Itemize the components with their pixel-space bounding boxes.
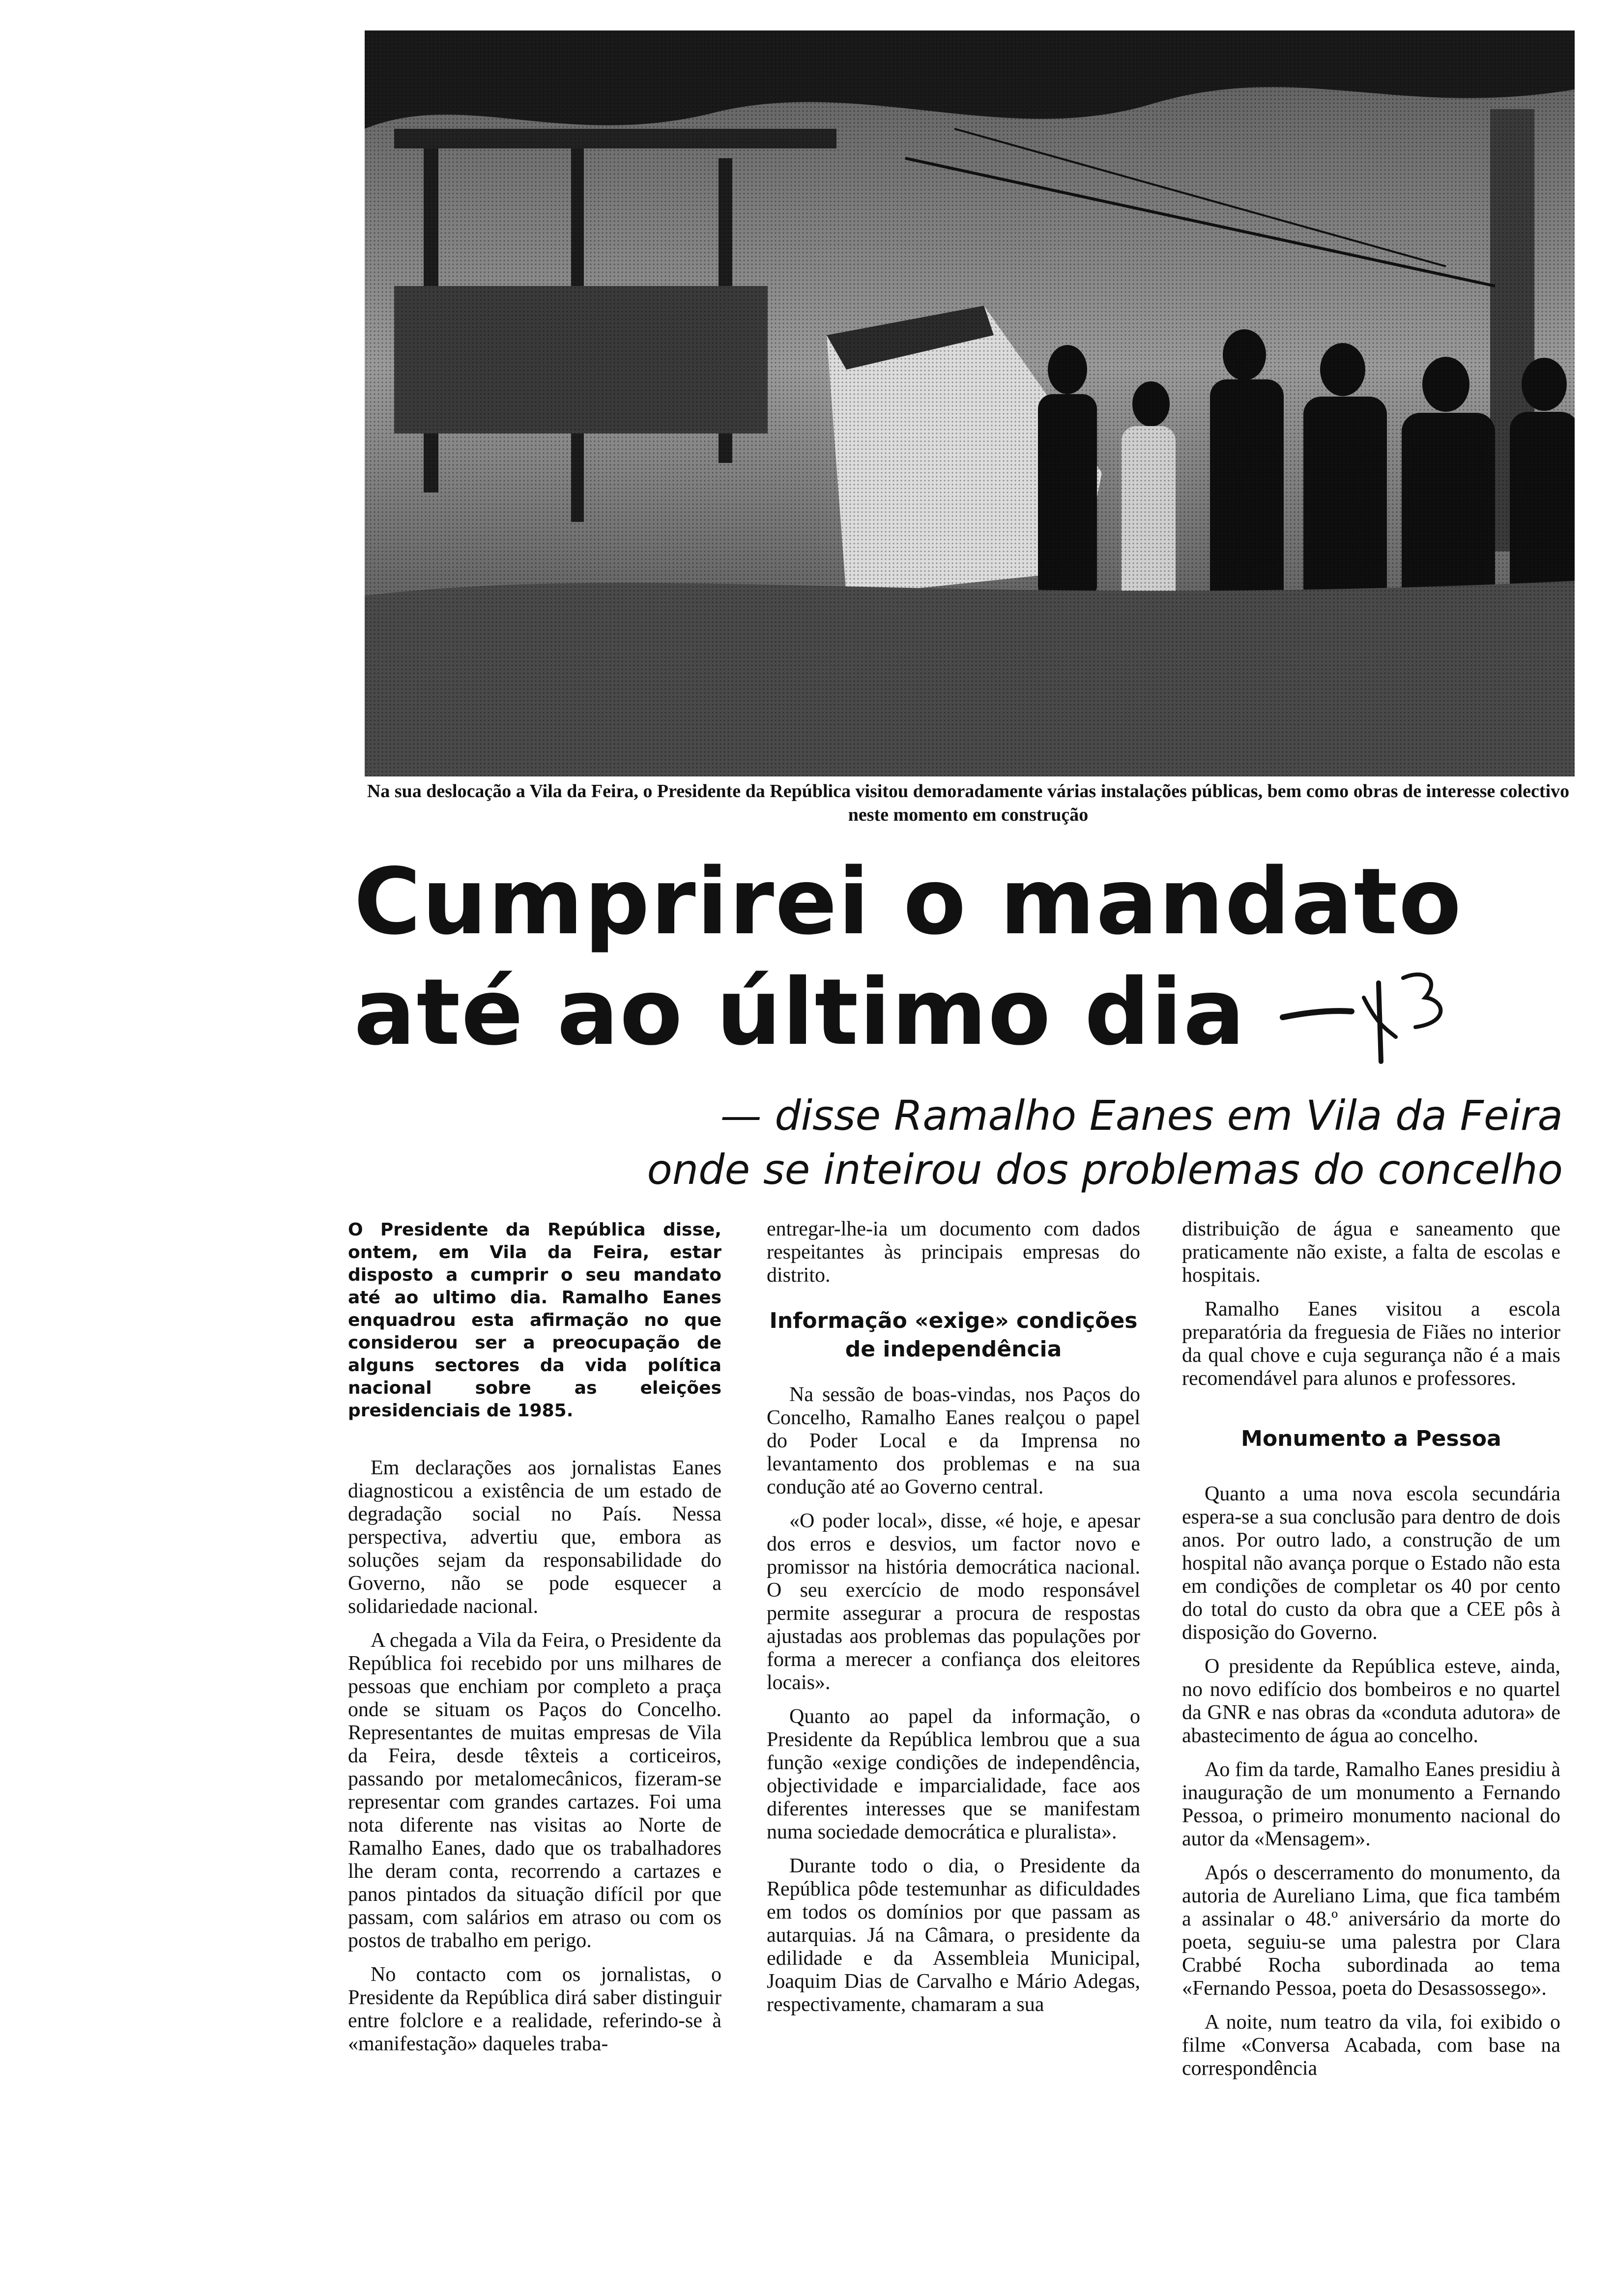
handwritten-mark: [1278, 963, 1465, 1071]
paragraph: Durante todo o dia, o Presidente da República pôde testemunhar as dificuldades em todos os domínios por que passam as autarquias. Já na Câmara, o presidente da edilidade e da Assembleia Municipal, Joaquim Dias de Carvalho e Mário Adegas, respectivamente, chamaram a sua: [767, 1855, 1140, 2016]
article-column-2: [767, 1218, 1140, 2295]
paragraph: Na sessão de boas-vindas, nos Paços do Concelho, Ramalho Eanes realçou o papel do Poder Local e da Imprensa no levantamento dos problemas e na sua condução até ao Governo central.: [767, 1383, 1140, 1498]
paragraph: Após o descerramento do monumento, da autoria de Aureliano Lima, que fica também a assinalar o 48.º aniversário da morte do poeta, seguiu-se uma palestra por Clara Crabbé Rocha subordinada ao tema «Fernando Pessoa, poeta do Desassossego».: [1182, 1862, 1560, 2000]
paragraph: A chegada a Vila da Feira, o Presidente da República foi recebido por uns milhares de pessoas que enchiam por completo a praça onde se situam os Paços do Concelho. Representantes de muitas empresas de Vila da Feira, desde têxteis a corticeiros, passando por metalomecânicos, fizeram-se representar com grandes cartazes. Foi uma nota diferente nas visitas ao Norte de Ramalho Eanes, dado que os trabalhadores lhe deram conta, recorrendo a cartazes e panos pintados da situação difícil por que passam, com salários em atraso ou com os postos de trabalho em perigo.: [348, 1629, 721, 1952]
paragraph: O presidente da República esteve, ainda, no novo edifício dos bombeiros e no quartel da GNR e nas obras da «conduta adutora» de abastecimento de água ao concelho.: [1182, 1655, 1560, 1747]
paragraph: Ramalho Eanes visitou a escola preparatória da freguesia de Fiães no interior da qual chove e cuja segurança não é a mais recomendável para alunos e professores.: [1182, 1298, 1560, 1390]
article-lead: O Presidente da República disse, ontem, em Vila da Feira, estar disposto a cumprir o seu mandato até ao ultimo dia. Ramalho Eanes enquadrou esta afirmação no que considerou ser a preocupação de alguns sectores da vida política nacional sobre as eleições presidenciais de 1985.: [348, 1220, 721, 1421]
news-photo-illustration: [365, 30, 1575, 776]
paragraph: Quanto ao papel da informação, o Presidente da República lembrou que a sua função «exige condições de independência, objectividade e imparcialidade, face aos diferentes interesses que se manifestam numa sociedade democrática e pluralista».: [767, 1705, 1140, 1843]
subheadline-line-1: — disse Ramalho Eanes em Vila da Feira: [720, 1091, 1563, 1140]
headline-line-1: Cumprirei o mandato: [354, 848, 1463, 955]
article-column-3: [1182, 1218, 1560, 2295]
photo-caption: Na sua deslocação a Vila da Feira, o Presidente da República visitou demoradamente várias instalações públicas, bem como obras de interesse colectivo neste momento em construção: [367, 781, 1570, 825]
subheadline-line-2: onde se inteirou dos problemas do concelho: [647, 1146, 1563, 1194]
news-photo: [365, 30, 1575, 776]
paragraph: Em declarações aos jornalistas Eanes diagnosticou a existência de um estado de degradação social no País. Nessa perspectiva, advertiu que, embora as soluções sejam da responsabilidade do Governo, não se pode esquecer a solidariedade nacional.: [348, 1457, 721, 1618]
intertitle-monumento: Monumento a Pessoa: [1241, 1426, 1501, 1451]
article-column-1: [348, 1219, 721, 2296]
paragraph: Ao fim da tarde, Ramalho Eanes presidiu à inauguração de um monumento a Fernando Pessoa, o primeiro monumento nacional do autor da «Mensagem».: [1182, 1758, 1560, 1850]
headline-line-2: até ao último dia: [354, 959, 1246, 1065]
paragraph: No contacto com os jornalistas, o Presidente da República dirá saber distinguir entre folclore e a realidade, referindo-se à «manifestação» daqueles traba-: [348, 1963, 721, 2055]
paragraph: distribuição de água e saneamento que praticamente não existe, a falta de escolas e hospitais.: [1182, 1218, 1560, 1287]
paragraph: Quanto a uma nova escola secundária espera-se a sua conclusão para dentro de dois anos. Por outro lado, a construção de um hospital não avança porque o Estado não esta em condições de completar os 40 por cento do total do custo da obra que a CEE pôs à disposição do Governo.: [1182, 1483, 1560, 1644]
paragraph: «O poder local», disse, «é hoje, e apesar dos erros e desvios, um factor novo e promissor na história democrática nacional. O seu exercício de modo responsável permite assegurar a procura de respostas ajustadas aos problemas das populações por forma a merecer a confiança dos eleitores locais».: [767, 1510, 1140, 1694]
paragraph: A noite, num teatro da vila, foi exibido o filme «Conversa Acabada, com base na correspondência: [1182, 2011, 1560, 2080]
intertitle-informacao: Informação «exige» condições de independência: [769, 1308, 1138, 1362]
paragraph: entregar-lhe-ia um documento com dados respeitantes às principais empresas do distrito.: [767, 1218, 1140, 1287]
